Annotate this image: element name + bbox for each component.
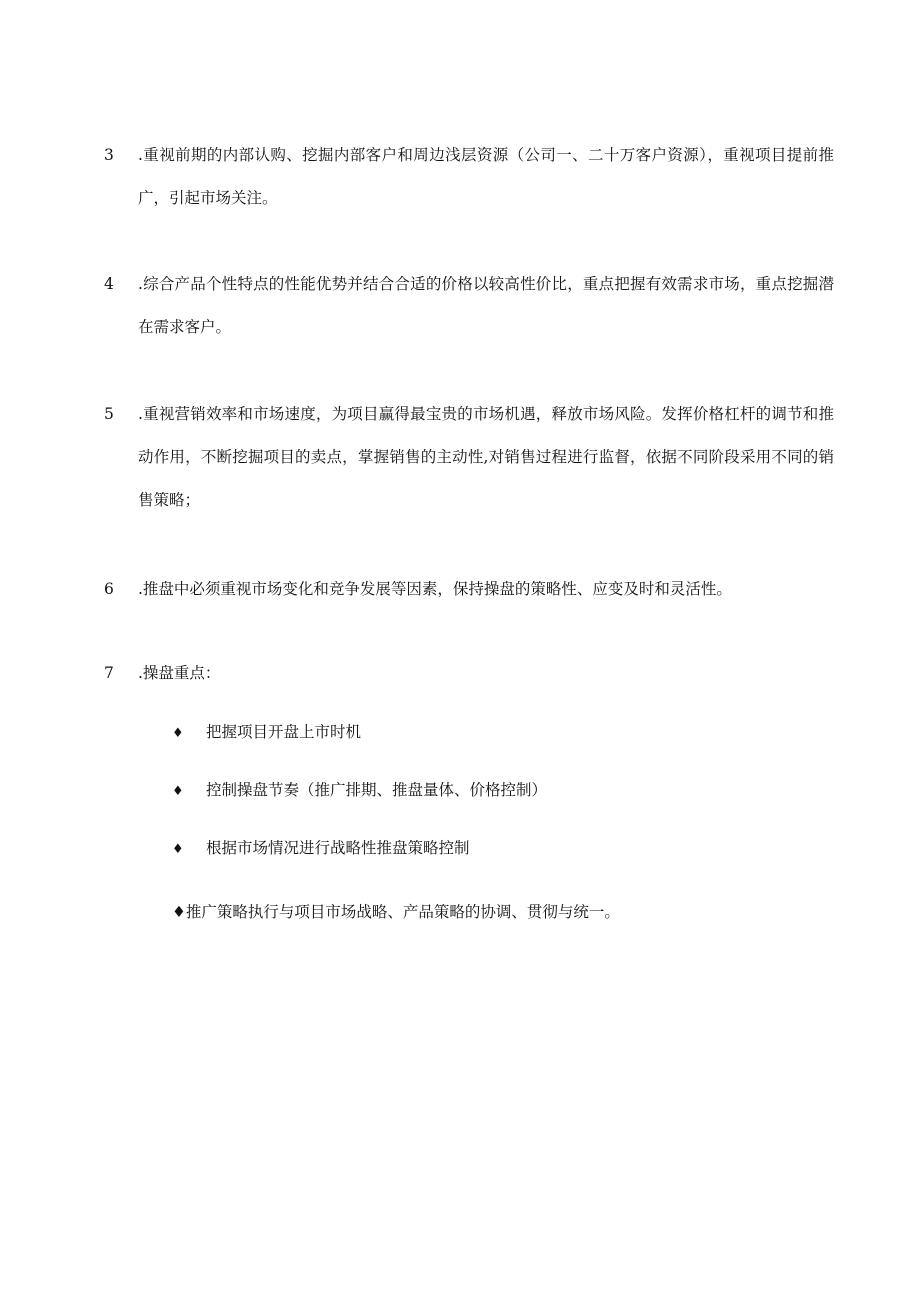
- bullet-item-last: ♦推广策略执行与项目市场战略、产品策略的协调、贯彻与统一。: [172, 903, 620, 921]
- list-item-6: [104, 568, 834, 611]
- diamond-bullet-icon: ♦: [172, 726, 184, 741]
- item-text: .重视营销效率和市场速度，为项目赢得最宝贵的市场机遇，释放市场风险。发挥价格杠杆的调节和推动作用，不断挖掘项目的卖点，掌握销售的主动性,对销售过程进行监督，依据不同阶段采用不同的销售策略；: [138, 405, 834, 509]
- bullet-item: [172, 778, 547, 804]
- item-text: .重视前期的内部认购、挖掘内部客户和周边浅层资源（公司一、二十万客户资源），重视项目提前推广，引起市场关注。: [138, 146, 834, 207]
- bullet-text: 根据市场情况进行战略性推盘策略控制: [206, 839, 470, 857]
- list-item-5: [104, 393, 834, 522]
- item-number: 7: [104, 664, 115, 682]
- diamond-bullet-icon: ♦: [172, 842, 184, 857]
- item-number: 6: [104, 580, 115, 598]
- list-item-3: [104, 134, 834, 220]
- item-text: .操盘重点：: [138, 664, 221, 682]
- bullet-item: [172, 720, 361, 746]
- item-text: .推盘中必须重视市场变化和竞争发展等因素，保持操盘的策略性、应变及时和灵活性。: [138, 580, 732, 598]
- item-number: 5: [104, 405, 115, 423]
- list-item-4: [104, 263, 834, 349]
- bullet-item: [172, 836, 470, 862]
- item-number: 3: [104, 146, 115, 164]
- bullet-text: 控制操盘节奏（推广排期、推盘量体、价格控制）: [206, 781, 548, 799]
- item-text: .综合产品个性特点的性能优势并结合合适的价格以较高性价比，重点把握有效需求市场，重点挖掘潜在需求客户。: [138, 275, 834, 336]
- diamond-bullet-icon: ♦: [172, 784, 184, 799]
- item-number: 4: [104, 275, 115, 293]
- list-item-7: [104, 652, 834, 695]
- bullet-text: 把握项目开盘上市时机: [206, 723, 362, 741]
